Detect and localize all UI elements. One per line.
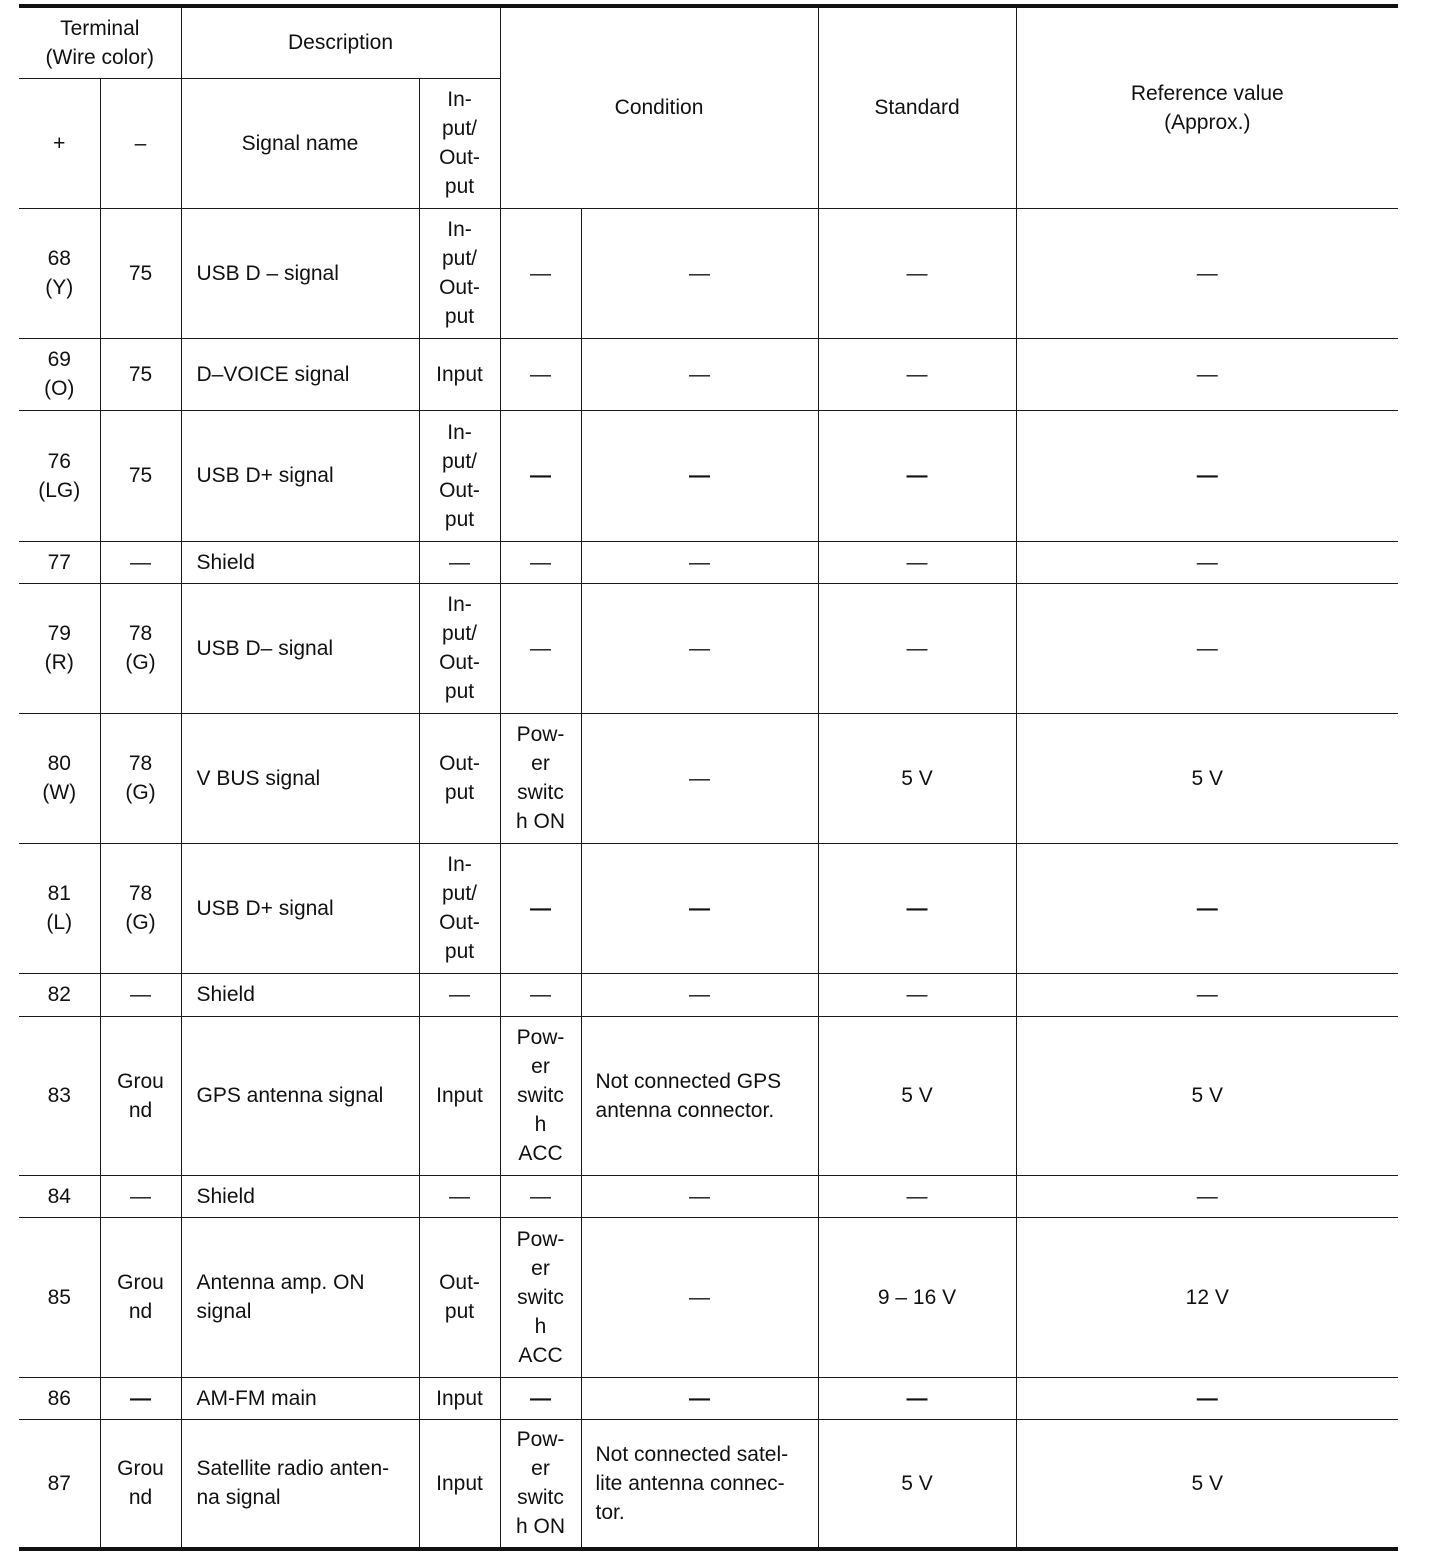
signal-name-cell: USB D+ signal xyxy=(181,843,419,973)
table-row xyxy=(19,1175,1398,1217)
io-cell: In- put/ Out- put xyxy=(419,410,500,541)
signal-name-header: Signal name xyxy=(181,78,419,208)
signal-name-cell: D–VOICE signal xyxy=(181,338,419,410)
condition-state-cell: — xyxy=(500,843,581,973)
terminal-plus-cell: 84 xyxy=(19,1175,100,1217)
table-row xyxy=(19,1419,1398,1549)
condition-state-cell: — xyxy=(500,1175,581,1217)
condition-detail-cell: — xyxy=(581,843,818,973)
terminal-minus-cell: Grou nd xyxy=(100,1419,181,1549)
terminal-plus-cell: 77 xyxy=(19,541,100,583)
io-cell: In- put/ Out- put xyxy=(419,843,500,973)
standard-cell: — xyxy=(818,541,1016,583)
reference-cell: — xyxy=(1016,208,1398,338)
io-cell: — xyxy=(419,973,500,1016)
table-row xyxy=(19,410,1398,541)
terminal-plus-cell: 80 (W) xyxy=(19,713,100,843)
terminal-header: Terminal (Wire color) xyxy=(19,6,181,78)
signal-name-cell: V BUS signal xyxy=(181,713,419,843)
reference-cell: 12 V xyxy=(1016,1217,1398,1377)
signal-name-cell: USB D+ signal xyxy=(181,410,419,541)
condition-state-cell: — xyxy=(500,583,581,713)
signal-name-cell: GPS antenna signal xyxy=(181,1016,419,1175)
terminal-plus-cell: 81 (L) xyxy=(19,843,100,973)
io-cell: Input xyxy=(419,338,500,410)
signal-name-cell: Shield xyxy=(181,1175,419,1217)
io-cell: Input xyxy=(419,1419,500,1549)
terminal-plus-cell: 79 (R) xyxy=(19,583,100,713)
standard-cell: — xyxy=(818,338,1016,410)
reference-cell: — xyxy=(1016,541,1398,583)
standard-cell: — xyxy=(818,410,1016,541)
condition-detail-cell: — xyxy=(581,338,818,410)
condition-detail-cell: — xyxy=(581,583,818,713)
terminal-minus-cell: 78 (G) xyxy=(100,843,181,973)
terminal-minus-cell: 75 xyxy=(100,208,181,338)
table-row xyxy=(19,583,1398,713)
terminal-minus-cell: 78 (G) xyxy=(100,713,181,843)
standard-cell: — xyxy=(818,1377,1016,1419)
standard-header: Standard xyxy=(818,6,1016,208)
condition-state-cell: Pow- er switc h ON xyxy=(500,713,581,843)
terminal-plus-cell: 85 xyxy=(19,1217,100,1377)
condition-state-cell: — xyxy=(500,1377,581,1419)
condition-state-cell: — xyxy=(500,410,581,541)
terminal-minus-cell: — xyxy=(100,541,181,583)
condition-state-cell: — xyxy=(500,338,581,410)
signal-name-cell: USB D – signal xyxy=(181,208,419,338)
reference-cell: — xyxy=(1016,410,1398,541)
reference-cell: — xyxy=(1016,338,1398,410)
terminal-plus-cell: 69 (O) xyxy=(19,338,100,410)
minus-header: – xyxy=(100,78,181,208)
signal-name-cell: AM-FM main xyxy=(181,1377,419,1419)
standard-cell: — xyxy=(818,843,1016,973)
terminal-minus-cell: 78 (G) xyxy=(100,583,181,713)
standard-cell: 5 V xyxy=(818,1016,1016,1175)
reference-header: Reference value (Approx.) xyxy=(1016,6,1398,208)
terminal-plus-cell: 68 (Y) xyxy=(19,208,100,338)
io-cell: Input xyxy=(419,1016,500,1175)
table-row xyxy=(19,1377,1398,1419)
terminal-plus-cell: 83 xyxy=(19,1016,100,1175)
signal-name-cell: USB D– signal xyxy=(181,583,419,713)
condition-state-cell: Pow- er switc h ACC xyxy=(500,1217,581,1377)
standard-cell: 5 V xyxy=(818,713,1016,843)
condition-state-cell: — xyxy=(500,208,581,338)
reference-cell: — xyxy=(1016,583,1398,713)
condition-detail-cell: — xyxy=(581,713,818,843)
reference-cell: 5 V xyxy=(1016,1016,1398,1175)
reference-cell: — xyxy=(1016,1377,1398,1419)
table-row xyxy=(19,1217,1398,1377)
condition-state-cell: Pow- er switc h ACC xyxy=(500,1016,581,1175)
reference-cell: 5 V xyxy=(1016,713,1398,843)
table-row xyxy=(19,713,1398,843)
condition-detail-cell: — xyxy=(581,541,818,583)
standard-cell: — xyxy=(818,208,1016,338)
signal-name-cell: Shield xyxy=(181,541,419,583)
condition-detail-cell: — xyxy=(581,973,818,1016)
terminal-plus-cell: 76 (LG) xyxy=(19,410,100,541)
io-cell: — xyxy=(419,1175,500,1217)
reference-cell: — xyxy=(1016,1175,1398,1217)
io-cell: In- put/ Out- put xyxy=(419,208,500,338)
table-row xyxy=(19,338,1398,410)
terminal-plus-cell: 87 xyxy=(19,1419,100,1549)
condition-detail-cell: — xyxy=(581,1217,818,1377)
signal-name-cell: Shield xyxy=(181,973,419,1016)
condition-detail-cell: Not connected GPS antenna connector. xyxy=(581,1016,818,1175)
terminal-minus-cell: — xyxy=(100,1377,181,1419)
standard-cell: — xyxy=(818,973,1016,1016)
condition-detail-cell: — xyxy=(581,208,818,338)
signal-name-cell: Satellite radio anten- na signal xyxy=(181,1419,419,1549)
io-cell: — xyxy=(419,541,500,583)
condition-detail-cell: — xyxy=(581,1175,818,1217)
terminal-spec-table xyxy=(19,4,1398,1551)
condition-state-cell: — xyxy=(500,541,581,583)
reference-cell: — xyxy=(1016,843,1398,973)
terminal-minus-cell: — xyxy=(100,1175,181,1217)
condition-state-cell: — xyxy=(500,973,581,1016)
condition-detail-cell: — xyxy=(581,1377,818,1419)
terminal-plus-cell: 82 xyxy=(19,973,100,1016)
terminal-minus-cell: 75 xyxy=(100,338,181,410)
condition-detail-cell: Not connected satel- lite antenna connec- tor. xyxy=(581,1419,818,1549)
table-row xyxy=(19,973,1398,1016)
io-cell: Out- put xyxy=(419,713,500,843)
reference-cell: — xyxy=(1016,973,1398,1016)
table-row xyxy=(19,1016,1398,1175)
terminal-minus-cell: 75 xyxy=(100,410,181,541)
table-row xyxy=(19,541,1398,583)
condition-header: Condition xyxy=(500,6,818,208)
table-row xyxy=(19,843,1398,973)
io-cell: Input xyxy=(419,1377,500,1419)
signal-name-cell: Antenna amp. ON signal xyxy=(181,1217,419,1377)
plus-header: + xyxy=(19,78,100,208)
table-row xyxy=(19,208,1398,338)
io-cell: In- put/ Out- put xyxy=(419,583,500,713)
condition-detail-cell: — xyxy=(581,410,818,541)
standard-cell: 5 V xyxy=(818,1419,1016,1549)
terminal-plus-cell: 86 xyxy=(19,1377,100,1419)
io-header: In- put/ Out- put xyxy=(419,78,500,208)
io-cell: Out- put xyxy=(419,1217,500,1377)
standard-cell: — xyxy=(818,583,1016,713)
reference-cell: 5 V xyxy=(1016,1419,1398,1549)
terminal-minus-cell: Grou nd xyxy=(100,1217,181,1377)
description-header: Description xyxy=(181,6,500,78)
standard-cell: — xyxy=(818,1175,1016,1217)
terminal-minus-cell: Grou nd xyxy=(100,1016,181,1175)
terminal-minus-cell: — xyxy=(100,973,181,1016)
condition-state-cell: Pow- er switc h ON xyxy=(500,1419,581,1549)
standard-cell: 9 – 16 V xyxy=(818,1217,1016,1377)
